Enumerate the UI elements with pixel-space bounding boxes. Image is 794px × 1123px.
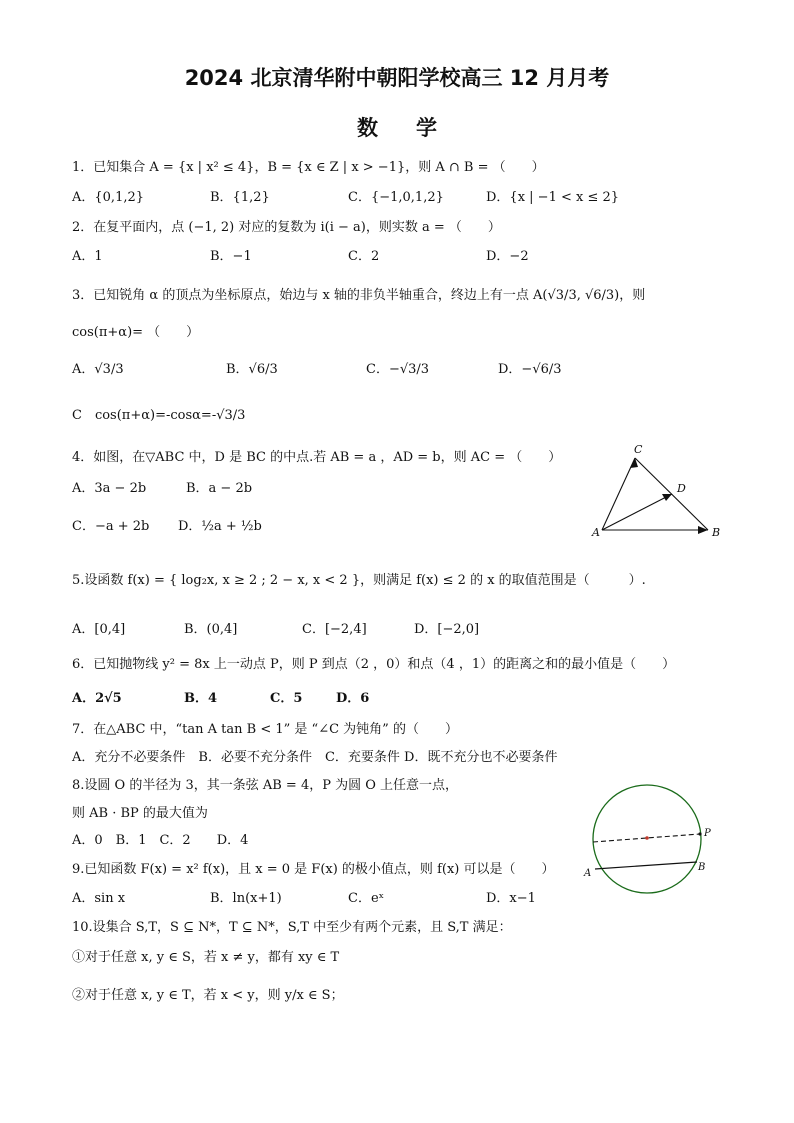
q8-stem: 8.设圆 O 的半径为 3，其一条弦 AB = 4，P 为圆 O 上任意一点， bbox=[72, 778, 459, 793]
circle-figure bbox=[584, 784, 714, 894]
q3-option-b: B．√6/3 bbox=[226, 362, 278, 377]
label-b: B bbox=[698, 862, 706, 873]
q6-option-c: C．5 bbox=[270, 691, 303, 706]
q10-condition-2: ②对于任意 x, y ∈ T，若 x < y，则 y/x ∈ S； bbox=[72, 988, 344, 1003]
point-p bbox=[698, 832, 701, 835]
center-point bbox=[645, 836, 649, 840]
label-a: A bbox=[584, 868, 592, 879]
side-ac bbox=[602, 458, 635, 530]
q10-condition-1: ①对于任意 x, y ∈ S，若 x ≠ y，都有 xy ∈ T bbox=[72, 950, 340, 965]
q1-option-a: A．{0,1,2} bbox=[72, 190, 145, 205]
arrow-d bbox=[662, 494, 672, 501]
q4-stem: 4．如图，在▽ABC 中，D 是 BC 的中点.若 AB = a ，AD = b，则 AC = （ ） bbox=[72, 450, 562, 465]
q10-stem: 10.设集合 S,T，S ⊆ N*，T ⊆ N*，S,T 中至少有两个元素，且 S,T 满足： bbox=[72, 920, 512, 935]
q4-option-a: A．3a − 2b bbox=[72, 481, 147, 496]
q6-option-b: B．4 bbox=[184, 691, 218, 706]
q2-option-d: D．−2 bbox=[486, 249, 529, 264]
triangle-figure bbox=[590, 440, 730, 550]
q9-stem: 9.已知函数 F(x) = x² f(x)，且 x = 0 是 F(x) 的极小值点，则 f(x) 可以是（ ） bbox=[72, 862, 555, 877]
q7-stem: 7．在△ABC 中，“tan A tan B < 1” 是 “∠C 为钝角” 的（ ） bbox=[72, 722, 458, 737]
q5-option-b: B．(0,4] bbox=[184, 622, 238, 637]
q4-option-d: D．½a + ½b bbox=[178, 519, 262, 534]
q5-stem: 5.设函数 f(x) = { log₂x, x ≥ 2 ; 2 − x, x < 2 }，则满足 f(x) ≤ 2 的 x 的取值范围是（ ）. bbox=[72, 573, 646, 588]
q8-stem-continued: 则 AB · BP 的最大值为 bbox=[72, 806, 208, 821]
q3-option-c: C．−√3/3 bbox=[366, 362, 430, 377]
q9-option-d: D．x−1 bbox=[486, 891, 536, 906]
arrow-b bbox=[698, 526, 708, 534]
q3-stem-continued: cos(π+α)= （ ） bbox=[72, 325, 200, 340]
q9-option-b: B．ln(x+1) bbox=[210, 891, 282, 906]
q1-option-c: C．{−1,0,1,2} bbox=[348, 190, 444, 205]
label-p: P bbox=[704, 828, 711, 839]
q2-option-b: B．−1 bbox=[210, 249, 252, 264]
q3-option-d: D．−√6/3 bbox=[498, 362, 562, 377]
q5-option-a: A．[0,4] bbox=[72, 622, 126, 637]
q1-option-b: B．{1,2} bbox=[210, 190, 270, 205]
label-b: B bbox=[712, 526, 721, 539]
q3-option-a: A．√3/3 bbox=[72, 362, 124, 377]
q2-option-a: A．1 bbox=[72, 249, 103, 264]
label-a: A bbox=[592, 526, 600, 539]
q1-option-d: D．{x | −1 < x ≤ 2} bbox=[486, 190, 620, 205]
q7-options: A．充分不必要条件 B．必要不充分条件 C．充要条件 D．既不充分也不必要条件 bbox=[72, 750, 558, 765]
q9-option-c: C．eˣ bbox=[348, 891, 385, 906]
q1-stem: 1．已知集合 A = {x | x² ≤ 4}，B = {x ∈ Z | x > −1}，则 A ∩ B = （ ） bbox=[72, 160, 545, 175]
page-title: 2024 北京清华附中朝阳学校高三 12 月月考 bbox=[184, 66, 610, 90]
subject-heading: 数学 bbox=[357, 116, 475, 140]
q5-option-c: C．[−2,4] bbox=[302, 622, 367, 637]
q3-answer-note: C cos(π+α)=-cosα=-√3/3 bbox=[72, 408, 246, 423]
q6-option-a: A．2√5 bbox=[72, 691, 122, 706]
q6-option-d: D．6 bbox=[336, 691, 370, 706]
q6-stem: 6．已知抛物线 y² = 8x 上一动点 P，则 P 到点（2 ，0）和点（4 ，1）的距离之和的最小值是（ ） bbox=[72, 657, 676, 672]
q4-option-b: B．a − 2b bbox=[186, 481, 253, 496]
median-ad bbox=[602, 494, 672, 530]
chord-ab bbox=[595, 862, 697, 869]
q2-option-c: C．2 bbox=[348, 249, 380, 264]
q4-option-c: C．−a + 2b bbox=[72, 519, 150, 534]
label-d: D bbox=[677, 482, 686, 495]
q8-options: A．0 B．1 C．2 D．4 bbox=[72, 833, 249, 848]
label-c: C bbox=[634, 443, 643, 456]
q2-stem: 2．在复平面内，点 (−1, 2) 对应的复数为 i(i − a)，则实数 a = （ ） bbox=[72, 220, 501, 235]
q5-option-d: D．[−2,0] bbox=[414, 622, 480, 637]
q3-stem: 3．已知锐角 α 的顶点为坐标原点，始边与 x 轴的非负半轴重合，终边上有一点 A(√3/3, √6/3)，则 bbox=[72, 288, 646, 303]
q9-option-a: A．sin x bbox=[72, 891, 126, 906]
